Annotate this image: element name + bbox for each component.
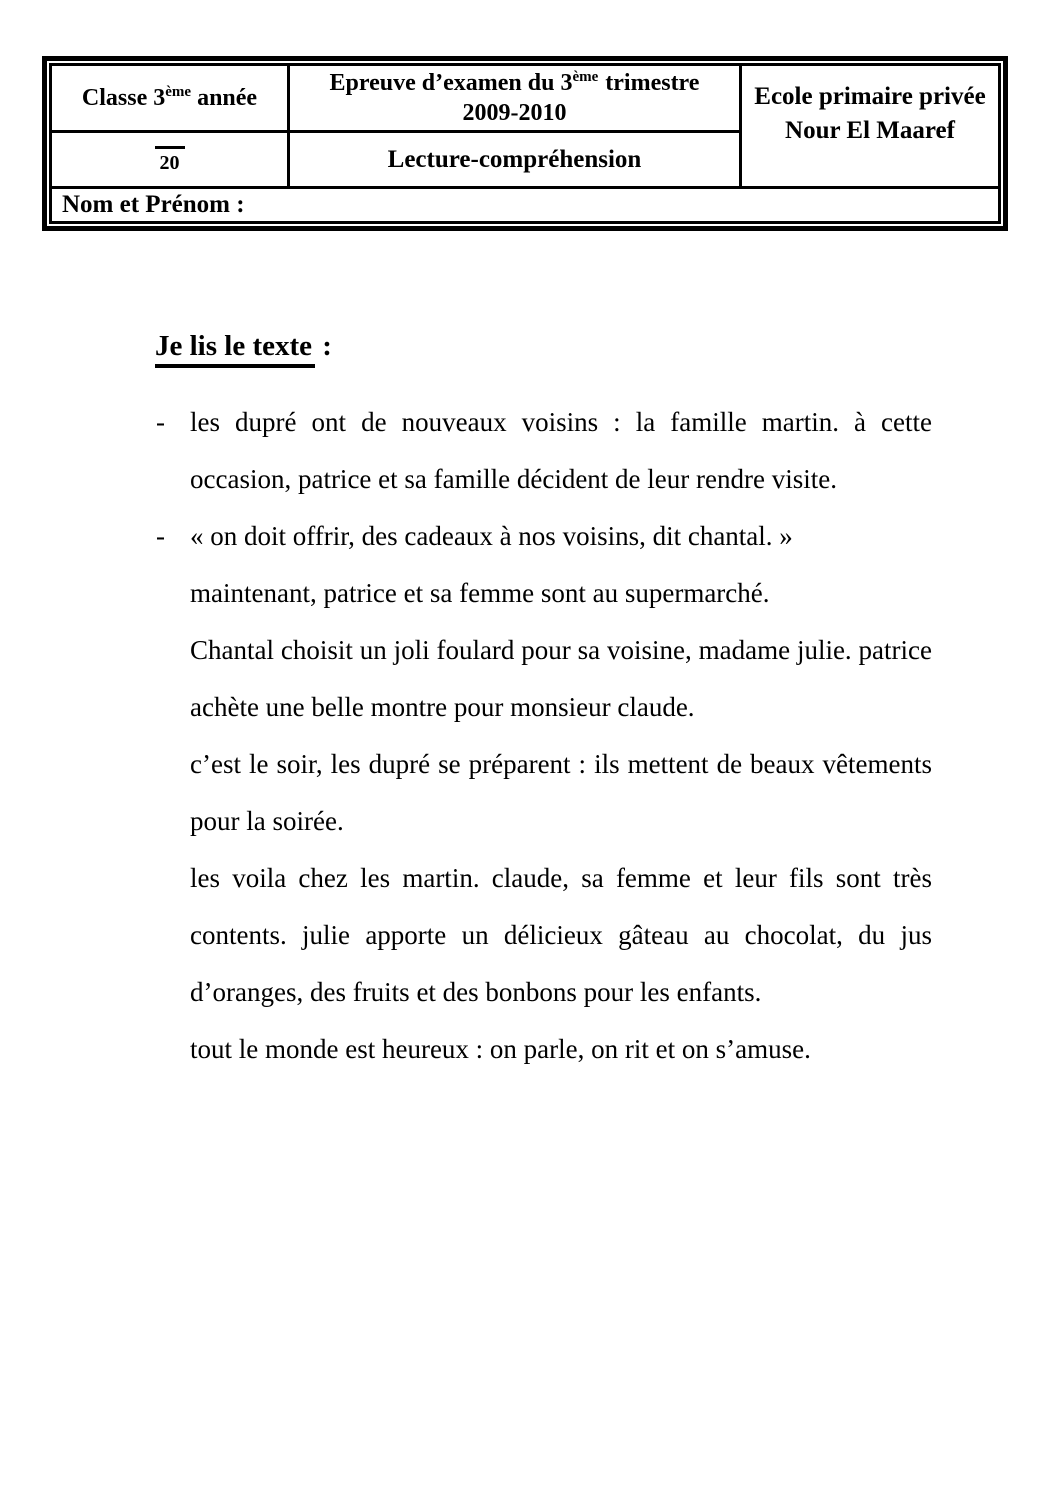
section-title (155, 330, 332, 368)
paragraph: maintenant, patrice et sa femme sont au supermarché. (190, 578, 770, 608)
text-paragraphs (156, 394, 932, 1078)
exam-info-table (49, 63, 1001, 224)
section-title-text: Je lis le texte (155, 330, 315, 368)
header-row-1 (51, 65, 1000, 132)
paragraph: c’est le soir, les dupré se préparent : ils mettent de beaux vêtements pour la soirée. (190, 749, 932, 836)
score-blank-line (155, 146, 185, 149)
exam-title-suffix: trimestre (605, 70, 700, 96)
paragraph: - les dupré ont de nouveaux voisins : la famille martin. à cette occasion, patrice et sa famille décident de leur rendre visite. (190, 394, 932, 508)
school-name-line2: Nour El Maaref (785, 117, 955, 144)
exam-ordinal-sup: ème (572, 69, 599, 85)
subject-cell: Lecture-compréhension (289, 132, 741, 188)
score-denominator: 20 (159, 152, 180, 174)
school-cell (741, 65, 1000, 188)
list-dash: - (156, 521, 165, 551)
class-cell (51, 65, 289, 132)
section-title-colon: : (315, 330, 332, 362)
score-cell (51, 132, 289, 188)
list-dash: - (156, 407, 165, 437)
paragraph: tout le monde est heureux : on parle, on rit et on s’amuse. (190, 1034, 811, 1064)
header-row-3 (51, 188, 1000, 223)
exam-title-cell (289, 65, 741, 132)
school-name-line1: Ecole primaire privée (754, 83, 986, 110)
header-table (42, 56, 1008, 231)
paragraph: - « on doit offrir, des cadeaux à nos voisins, dit chantal. » (190, 508, 932, 565)
exam-title-prefix: Epreuve d’examen du 3 (329, 70, 573, 96)
class-ordinal-sup: ème (165, 83, 192, 100)
name-field-label: Nom et Prénom : (51, 188, 1000, 223)
paragraph: Chantal choisit un joli foulard pour sa voisine, madame julie. patrice achète une belle montre pour monsieur claude. (190, 635, 932, 722)
exam-year: 2009-2010 (462, 100, 567, 126)
paragraph: les voila chez les martin. claude, sa femme et leur fils sont très contents. julie apporte un délicieux gâteau au chocolat, du jus d’oranges, des fruits et des bonbons pour les enfants. (190, 863, 932, 1007)
class-label-suffix: année (191, 84, 258, 111)
exam-title-line1 (294, 68, 735, 98)
class-label-prefix: Classe 3 (81, 84, 166, 111)
